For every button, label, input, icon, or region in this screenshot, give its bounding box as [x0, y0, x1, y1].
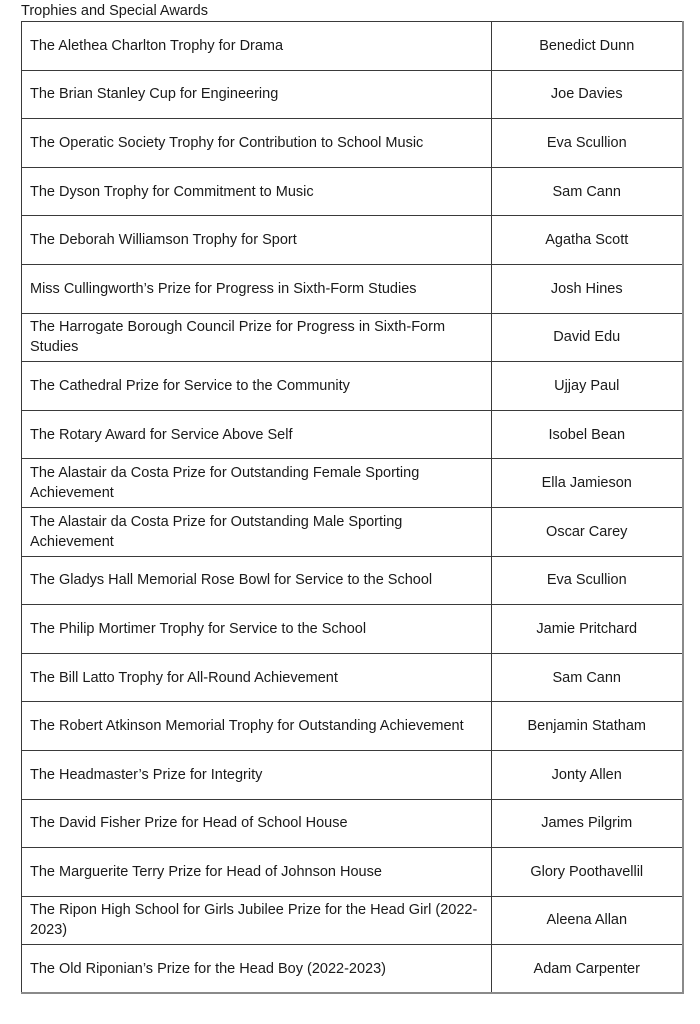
winner-name-cell: Sam Cann [492, 653, 683, 702]
award-name-cell: The Old Riponian’s Prize for the Head Boy (2022-2023) [22, 945, 492, 994]
award-name-cell: The Alastair da Costa Prize for Outstanding Male Sporting Achievement [22, 507, 492, 556]
award-name-cell: The Marguerite Terry Prize for Head of Johnson House [22, 848, 492, 897]
award-name-cell: The Operatic Society Trophy for Contribution to School Music [22, 119, 492, 168]
award-row [22, 556, 683, 605]
winner-name-cell: Eva Scullion [492, 119, 683, 168]
award-name-cell: The Philip Mortimer Trophy for Service to the School [22, 605, 492, 654]
award-row [22, 750, 683, 799]
winner-name-cell: Benedict Dunn [492, 22, 683, 71]
award-row [22, 799, 683, 848]
winner-name-cell: Jamie Pritchard [492, 605, 683, 654]
award-row [22, 167, 683, 216]
award-row [22, 653, 683, 702]
award-row [22, 70, 683, 119]
award-name-cell: The Robert Atkinson Memorial Trophy for Outstanding Achievement [22, 702, 492, 751]
award-name-cell: The Deborah Williamson Trophy for Sport [22, 216, 492, 265]
winner-name-cell: Sam Cann [492, 167, 683, 216]
award-name-cell: The David Fisher Prize for Head of School House [22, 799, 492, 848]
award-row [22, 507, 683, 556]
award-row [22, 362, 683, 411]
award-name-cell: The Brian Stanley Cup for Engineering [22, 70, 492, 119]
award-row [22, 264, 683, 313]
award-name-cell: The Bill Latto Trophy for All-Round Achievement [22, 653, 492, 702]
award-name-cell: The Gladys Hall Memorial Rose Bowl for Service to the School [22, 556, 492, 605]
table-caption: Trophies and Special Awards [21, 3, 208, 19]
award-name-cell: The Dyson Trophy for Commitment to Music [22, 167, 492, 216]
winner-name-cell: Adam Carpenter [492, 945, 683, 994]
award-name-cell: The Harrogate Borough Council Prize for Progress in Sixth-Form Studies [22, 313, 492, 362]
award-row [22, 22, 683, 71]
award-row [22, 216, 683, 265]
award-row [22, 605, 683, 654]
award-row [22, 848, 683, 897]
award-row [22, 119, 683, 168]
awards-table-body [22, 22, 683, 994]
winner-name-cell: Agatha Scott [492, 216, 683, 265]
winner-name-cell: Aleena Allan [492, 896, 683, 945]
award-row [22, 702, 683, 751]
winner-name-cell: Glory Poothavellil [492, 848, 683, 897]
award-name-cell: The Cathedral Prize for Service to the Community [22, 362, 492, 411]
award-name-cell: The Headmaster’s Prize for Integrity [22, 750, 492, 799]
award-name-cell: The Alethea Charlton Trophy for Drama [22, 22, 492, 71]
award-row [22, 313, 683, 362]
winner-name-cell: James Pilgrim [492, 799, 683, 848]
winner-name-cell: Joe Davies [492, 70, 683, 119]
award-name-cell: Miss Cullingworth’s Prize for Progress in Sixth-Form Studies [22, 264, 492, 313]
winner-name-cell: Oscar Carey [492, 507, 683, 556]
winner-name-cell: Ella Jamieson [492, 459, 683, 508]
awards-table [21, 21, 684, 994]
award-name-cell: The Ripon High School for Girls Jubilee Prize for the Head Girl (2022-2023) [22, 896, 492, 945]
winner-name-cell: David Edu [492, 313, 683, 362]
award-row [22, 945, 683, 994]
winner-name-cell: Eva Scullion [492, 556, 683, 605]
award-row [22, 410, 683, 459]
award-name-cell: The Rotary Award for Service Above Self [22, 410, 492, 459]
award-name-cell: The Alastair da Costa Prize for Outstanding Female Sporting Achievement [22, 459, 492, 508]
award-row [22, 459, 683, 508]
winner-name-cell: Benjamin Statham [492, 702, 683, 751]
winner-name-cell: Isobel Bean [492, 410, 683, 459]
winner-name-cell: Josh Hines [492, 264, 683, 313]
winner-name-cell: Ujjay Paul [492, 362, 683, 411]
winner-name-cell: Jonty Allen [492, 750, 683, 799]
award-row [22, 896, 683, 945]
